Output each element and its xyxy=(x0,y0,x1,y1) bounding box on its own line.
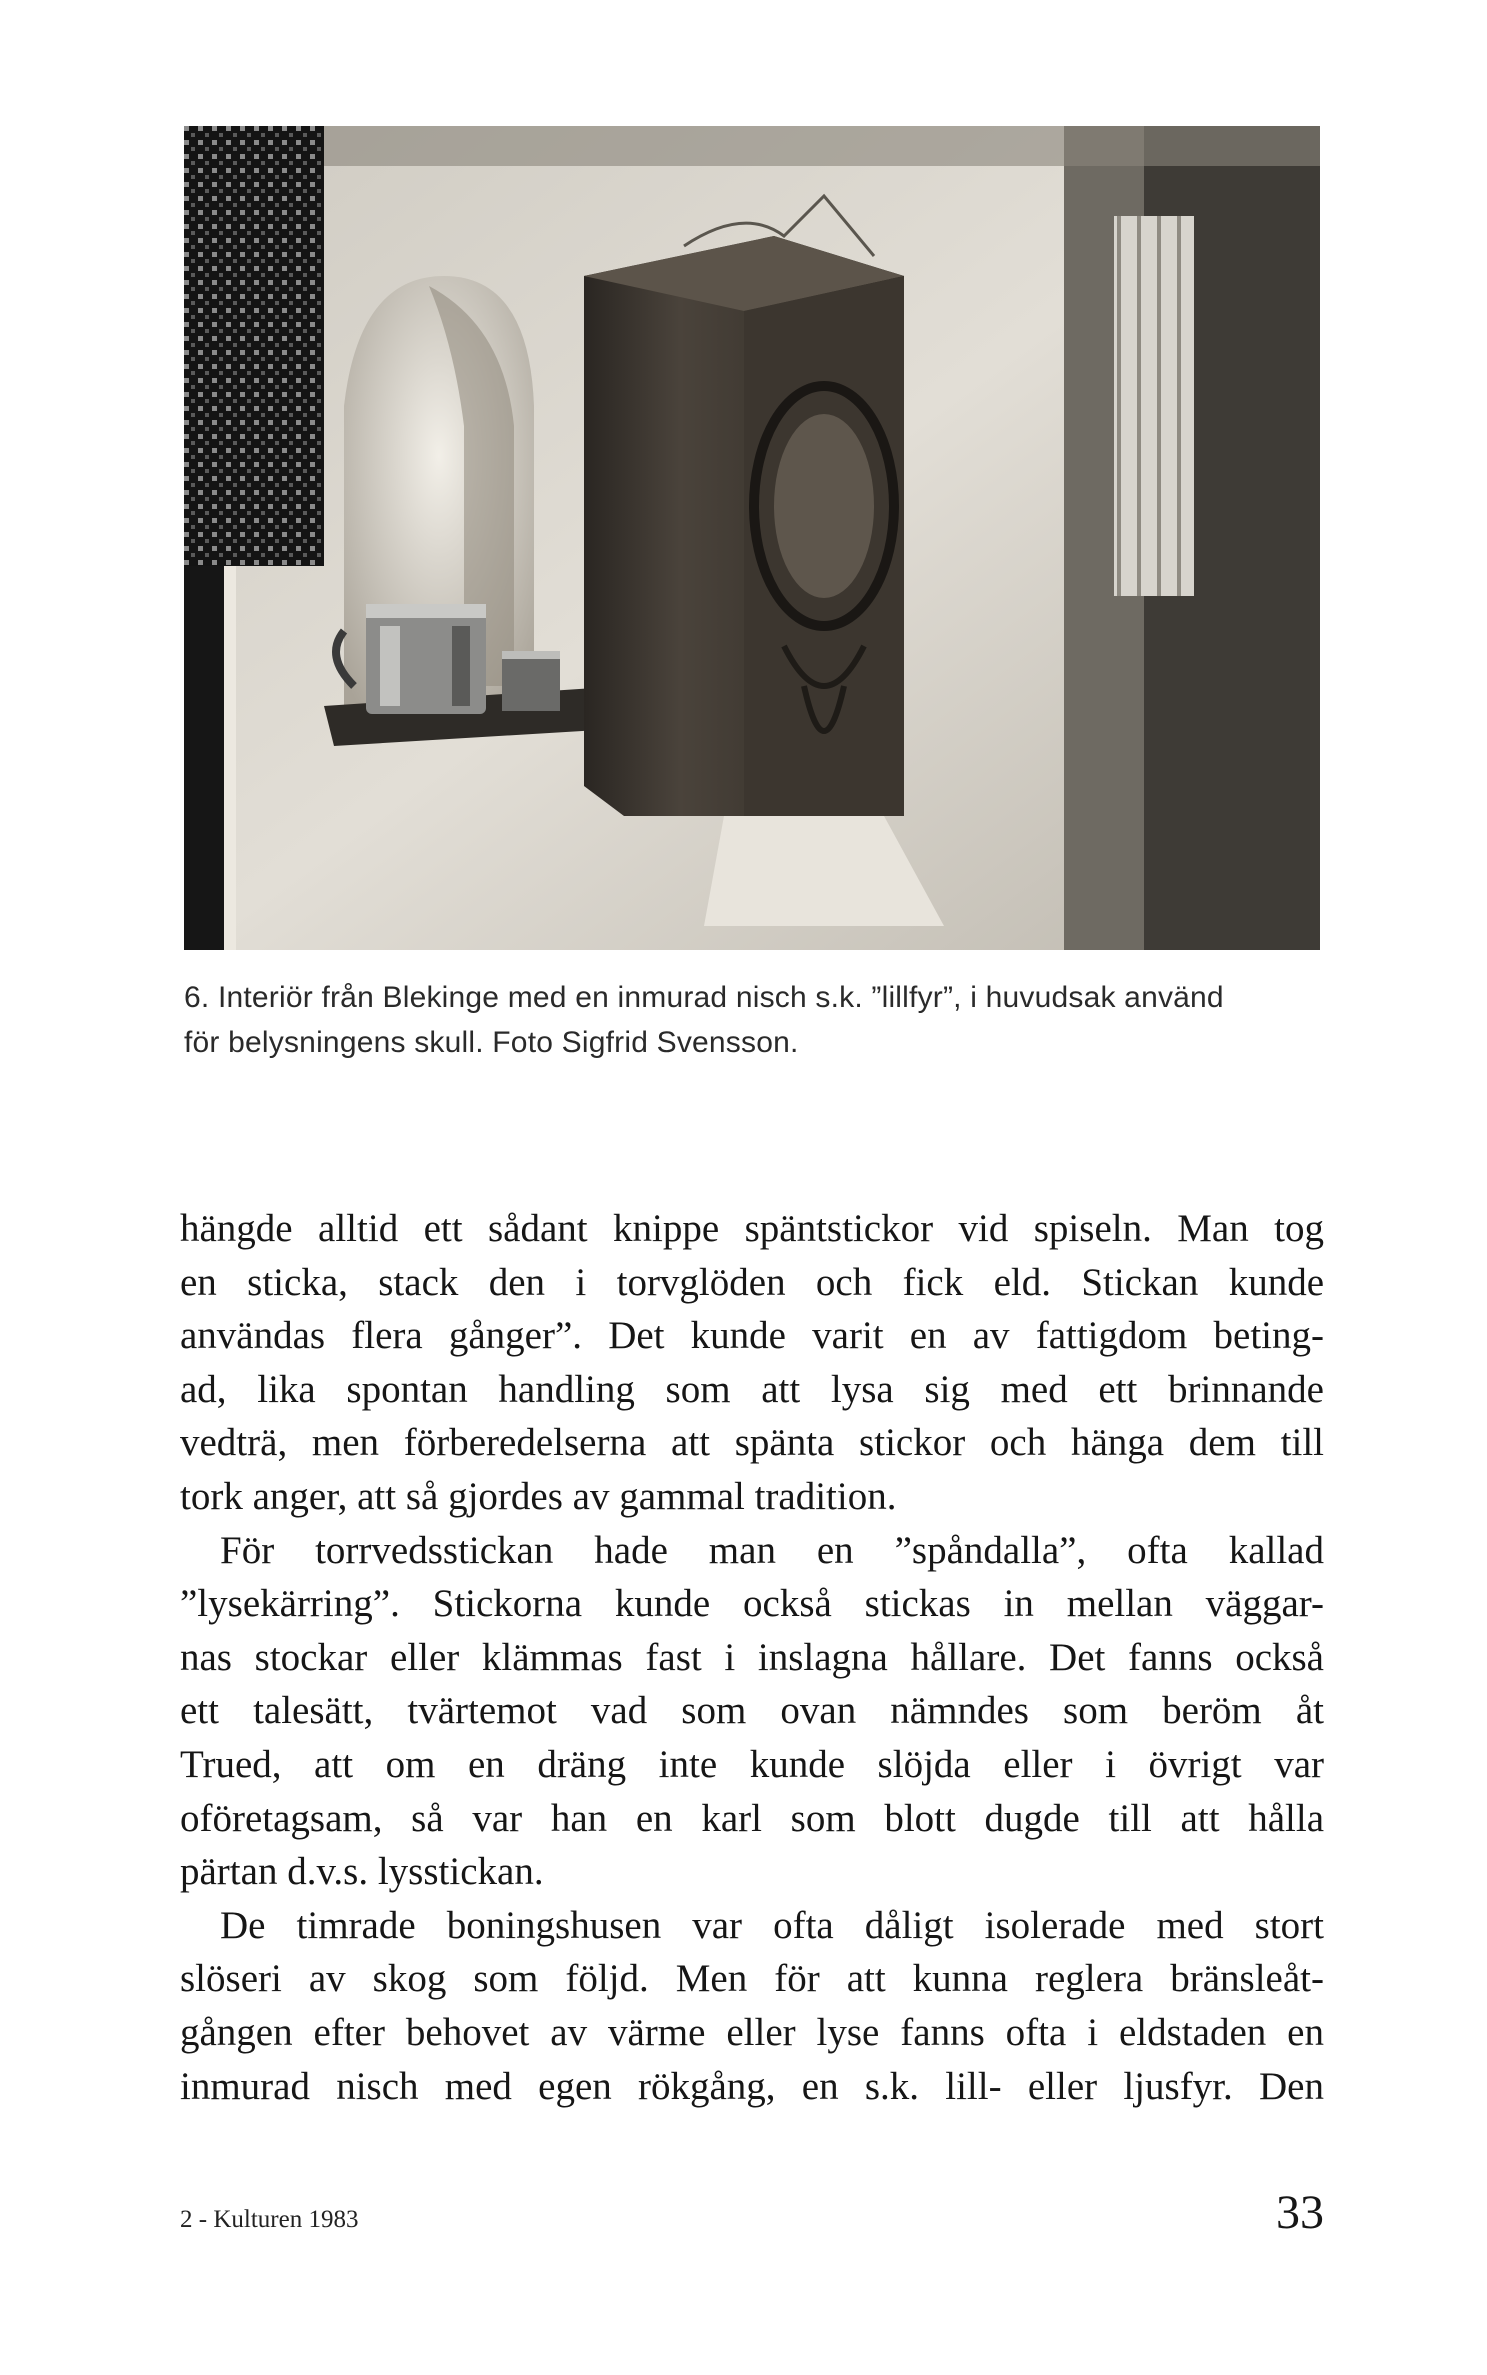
text-line: gången efter behovet av värme eller lyse fanns ofta i eldstaden en xyxy=(180,2010,1324,2054)
text-line: hängde alltid ett sådant knippe späntstickor vid spiseln. Man tog xyxy=(180,1207,1324,1250)
text-line: ”lysekärring”. Stickorna kunde också stickas in mellan väggar- xyxy=(180,1582,1324,1626)
caption-line: 6. Interiör från Blekinge med en inmurad nisch s.k. ”lillfyr”, i huvudsak använd xyxy=(184,981,1224,1014)
text-line: oföretagsam, så var han en karl som blott dugde till att hålla xyxy=(180,1796,1324,1840)
body-text xyxy=(180,1202,1324,2113)
text-line: De timrade boningshusen var ofta dåligt isolerade med stort xyxy=(220,1903,1324,1947)
figure-caption xyxy=(184,975,1324,1065)
text-line: ett talesätt, tvärtemot vad som ovan nämndes som beröm åt xyxy=(180,1689,1324,1733)
text-line: vedträ, men förberedelserna att spänta stickor och hänga dem till xyxy=(180,1421,1324,1465)
text-line: användas flera gånger”. Det kunde varit en av fattigdom beting- xyxy=(180,1314,1324,1358)
text-line: nas stockar eller klämmas fast i inslagna hållare. Det fanns också xyxy=(180,1635,1324,1679)
text-line: ad, lika spontan handling som att lysa sig med ett brinnande xyxy=(180,1367,1324,1411)
footer-source: 2 - Kulturen 1983 xyxy=(180,2206,359,2233)
text-line: För torrvedsstickan hade man en ”spåndalla”, ofta kallad xyxy=(220,1528,1324,1572)
page-number: 33 xyxy=(1276,2186,1324,2239)
caption-line: för belysningens skull. Foto Sigfrid Svensson. xyxy=(184,1026,799,1059)
text-line: slöseri av skog som följd. Men för att kunna reglera bränsleåt- xyxy=(180,1957,1324,2001)
text-line: tork anger, att så gjordes av gammal tradition. xyxy=(180,1474,897,1518)
text-line: inmurad nisch med egen rökgång, en s.k. lill- eller ljusfyr. Den xyxy=(180,2064,1324,2108)
text-line: pärtan d.v.s. lysstickan. xyxy=(180,1850,544,1894)
photo-image xyxy=(184,126,1320,950)
text-line: Trued, att om en dräng inte kunde slöjda eller i övrigt var xyxy=(180,1742,1324,1786)
interior-photograph xyxy=(184,126,1320,950)
text-line: en sticka, stack den i torvglöden och fick eld. Stickan kunde xyxy=(180,1260,1324,1304)
